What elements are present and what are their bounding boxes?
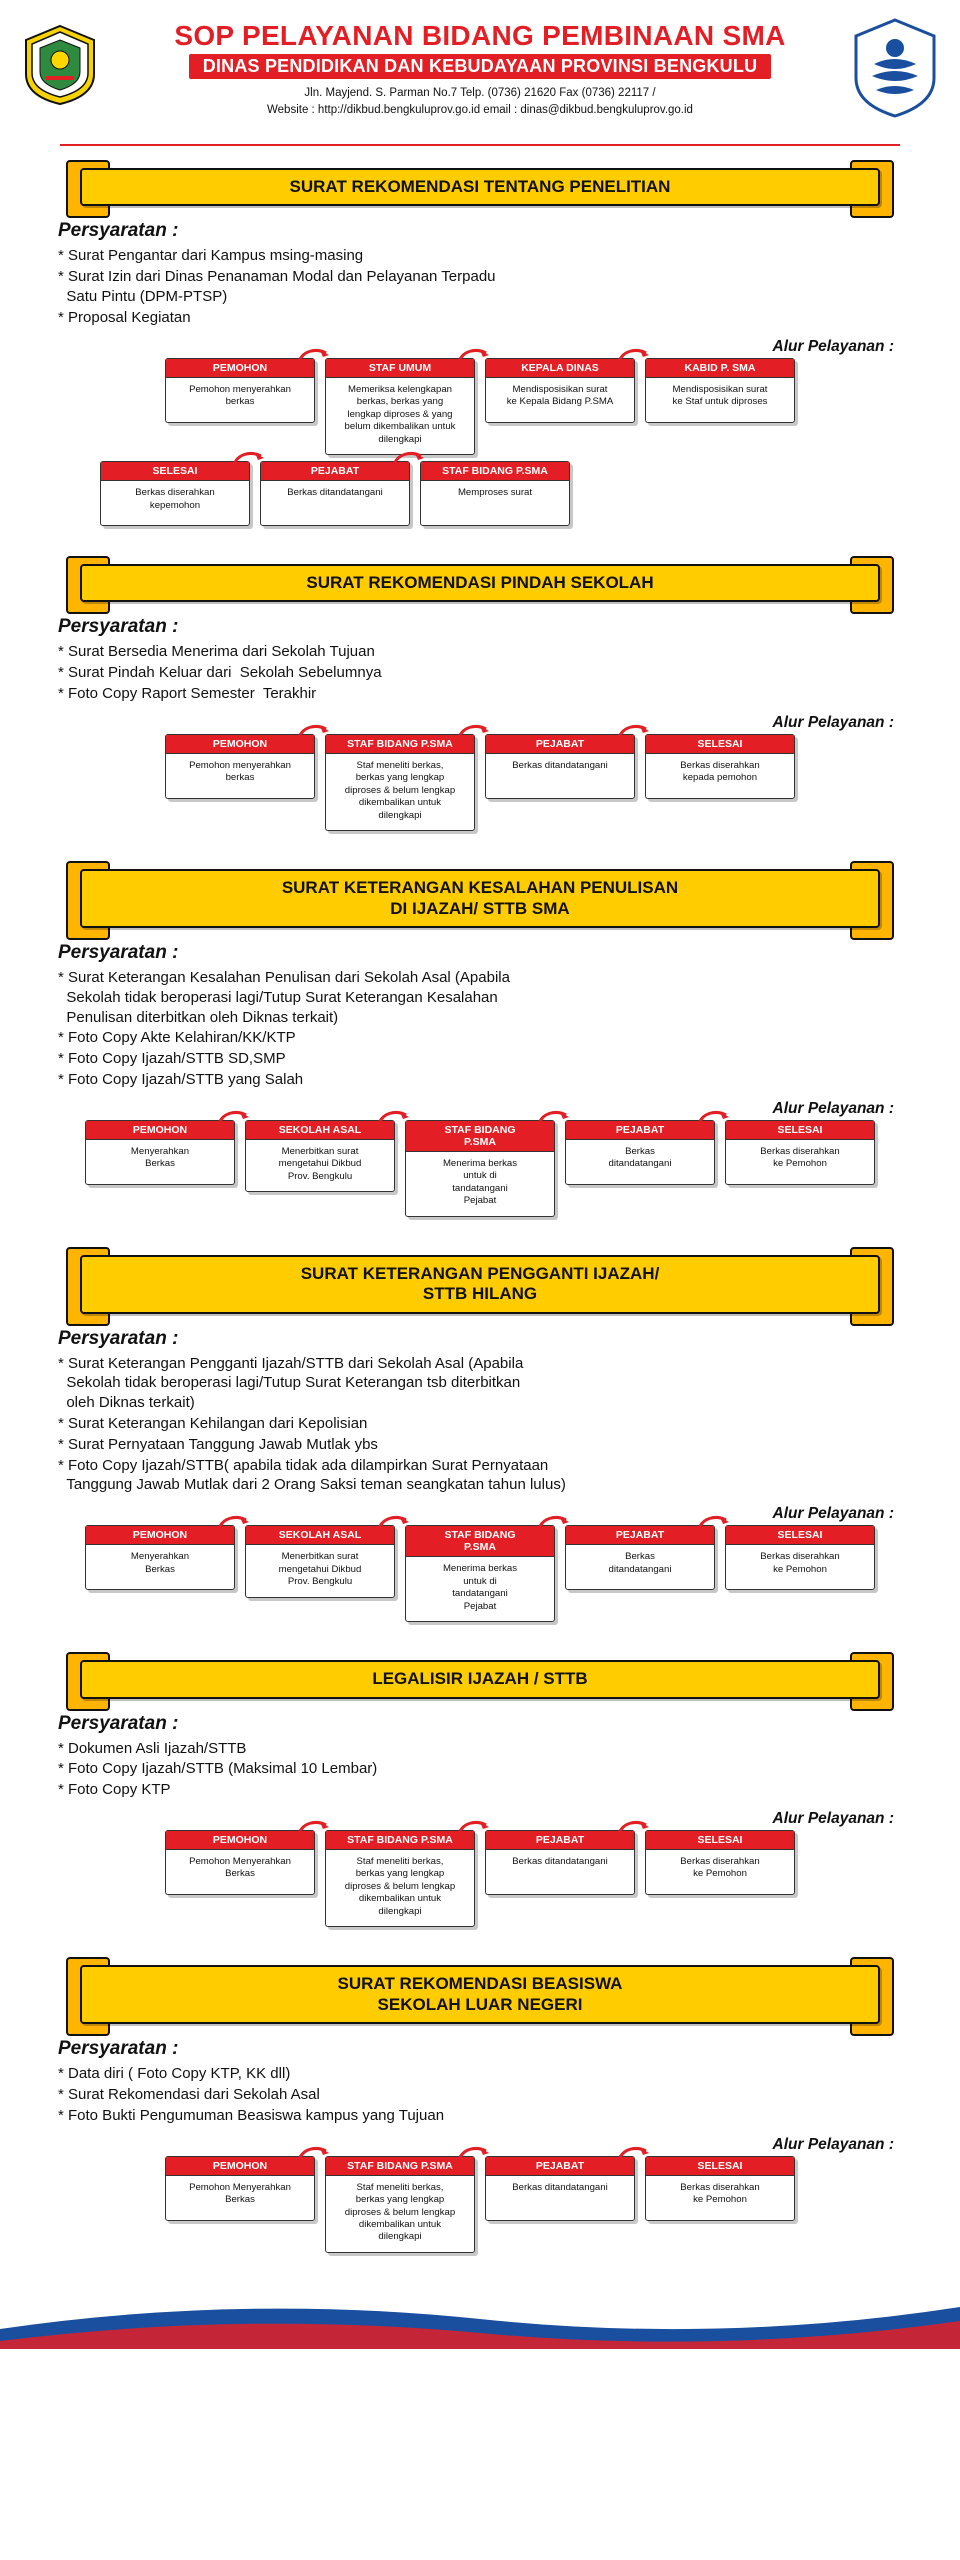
requirements-list bbox=[58, 642, 902, 703]
flow-node-title: STAF BIDANG P.SMA bbox=[326, 2157, 474, 2176]
flow-arrow-icon bbox=[616, 2144, 650, 2164]
section-pindah-sekolah bbox=[0, 564, 960, 853]
requirements-block bbox=[0, 1328, 960, 1496]
flow-node bbox=[85, 1120, 235, 1185]
flow-node-title: STAF BIDANG P.SMA bbox=[421, 462, 569, 481]
flow-arrow-icon bbox=[456, 1818, 490, 1838]
flow-node bbox=[645, 734, 795, 799]
flow-node bbox=[245, 1525, 395, 1597]
flow-arrow-icon bbox=[456, 722, 490, 742]
flow-heading: Alur Pelayanan : bbox=[772, 2135, 894, 2153]
flow-node-body: Staf meneliti berkas, berkas yang lengkap diproses & belum lengkap dikembalikan untuk dilengkapi bbox=[344, 2181, 456, 2243]
flow-arrow-icon bbox=[216, 1513, 250, 1533]
requirement-item: * Surat Bersedia Menerima dari Sekolah Tujuan bbox=[58, 643, 375, 661]
flow-node-title: PEMOHON bbox=[166, 2157, 314, 2176]
requirement-item: * Foto Copy Ijazah/STTB( apabila tidak ada dilampirkan Surat Pernyataan Tanggung Jawab Mutlak dari 2 Orang Saksi teman seangkatan tahun lulus) bbox=[58, 1456, 566, 1494]
flow-node-body: Berkas diserahkan kepada pemohon bbox=[680, 759, 760, 784]
flow-arrow-icon bbox=[391, 449, 425, 469]
requirement-item: * Surat Pernyataan Tanggung Jawab Mutlak ybs bbox=[58, 1435, 378, 1453]
requirement-item: * Surat Pindah Keluar dari Sekolah Sebelumnya bbox=[58, 664, 382, 682]
flow-node bbox=[725, 1525, 875, 1590]
requirements-list bbox=[58, 1739, 902, 1800]
flow-node bbox=[325, 734, 475, 831]
requirements-block bbox=[0, 2038, 960, 2125]
page-title: SOP PELAYANAN BIDANG PEMBINAAN SMA bbox=[174, 20, 786, 51]
flow-node-body: Staf meneliti berkas, berkas yang lengkap diproses & belum lengkap dikembalikan untuk dilengkapi bbox=[344, 759, 456, 821]
flow-node bbox=[405, 1525, 555, 1622]
requirements-list bbox=[58, 246, 902, 327]
flow-node-title: STAF BIDANG P.SMA bbox=[406, 1526, 554, 1557]
flow-node-title: STAF BIDANG P.SMA bbox=[326, 1831, 474, 1850]
flow-node-body: Berkas ditandatangani bbox=[512, 2181, 608, 2193]
flow-node bbox=[420, 461, 570, 526]
section-banner-label: SURAT REKOMENDASI TENTANG PENELITIAN bbox=[80, 168, 880, 206]
flow-node-body: Berkas diserahkan ke Pemohon bbox=[760, 1551, 840, 1575]
section-banner-label: SURAT KETERANGAN KESALAHAN PENULISAN DI IJAZAH/ STTB SMA bbox=[80, 869, 880, 928]
sections-container bbox=[0, 168, 960, 2275]
section-spacer bbox=[0, 837, 960, 853]
requirement-item: * Surat Keterangan Kesalahan Penulisan dari Sekolah Asal (Apabila Sekolah tidak beroperasi lagi/Tutup Surat Keterangan Kesalahan Penulisan diterbitkan oleh Diknas terkait) bbox=[58, 969, 510, 1026]
flow-node-title: PEMOHON bbox=[86, 1121, 234, 1140]
flow-node bbox=[725, 1120, 875, 1185]
flow-arrow-icon bbox=[456, 2144, 490, 2164]
header-address-line-2: Website : http://dikbud.bengkuluprov.go.id email : dinas@dikbud.bengkuluprov.go.id bbox=[267, 103, 693, 116]
section-beasiswa bbox=[0, 1965, 960, 2275]
flow-node-title: SELESAI bbox=[646, 1831, 794, 1850]
flow-node bbox=[260, 461, 410, 526]
flow-node-body: Mendisposisikan surat ke Kepala Bidang P.SMA bbox=[506, 383, 614, 408]
requirement-item: * Surat Keterangan Kehilangan dari Kepolisian bbox=[58, 1414, 368, 1432]
requirements-block bbox=[0, 220, 960, 327]
flow-arrow-icon bbox=[616, 346, 650, 366]
requirement-item: * Proposal Kegiatan bbox=[58, 308, 191, 326]
flow-row bbox=[0, 734, 960, 831]
flow-node-title: STAF BIDANG P.SMA bbox=[326, 735, 474, 754]
section-banner-label: SURAT REKOMENDASI PINDAH SEKOLAH bbox=[80, 564, 880, 602]
flow-node-body: Berkas diserahkan ke Pemohon bbox=[680, 2181, 760, 2206]
flow-node-title: SELESAI bbox=[646, 735, 794, 754]
flow-heading: Alur Pelayanan : bbox=[772, 337, 894, 355]
flow-node-title: PEJABAT bbox=[486, 735, 634, 754]
flow-node-body: Pemohon menyerahkan berkas bbox=[189, 383, 291, 408]
flow-node bbox=[405, 1120, 555, 1217]
flow-node-title: PEMOHON bbox=[166, 1831, 314, 1850]
flow-node bbox=[245, 1120, 395, 1192]
section-banner-label: SURAT REKOMENDASI BEASISWA SEKOLAH LUAR NEGERI bbox=[80, 1965, 880, 2024]
flow-node bbox=[645, 358, 795, 423]
flow-node-body: Pemohon menyerahkan berkas bbox=[189, 759, 291, 784]
page-subtitle: DINAS PENDIDIKAN DAN KEBUDAYAAN PROVINSI BENGKULU bbox=[189, 54, 772, 79]
flow-arrow-icon bbox=[696, 1108, 730, 1128]
requirements-block bbox=[0, 942, 960, 1090]
flow-arrow-icon bbox=[296, 1818, 330, 1838]
requirement-item: * Foto Copy KTP bbox=[58, 1781, 171, 1799]
section-penelitian bbox=[0, 168, 960, 548]
flow-node-title: PEJABAT bbox=[566, 1121, 714, 1140]
flow-node-title: PEJABAT bbox=[261, 462, 409, 481]
page-header bbox=[0, 0, 960, 152]
requirements-list bbox=[58, 1354, 902, 1496]
flow-node-body: Berkas diserahkan kepemohon bbox=[135, 487, 215, 511]
flow-node bbox=[565, 1120, 715, 1185]
flow-node-body: Menerima berkas untuk di tandatangani Pejabat bbox=[442, 1563, 518, 1612]
flow-node-body: Memproses surat bbox=[457, 487, 533, 499]
flow-arrow-icon bbox=[456, 346, 490, 366]
flow-node bbox=[165, 734, 315, 799]
flow-node-body: Berkas ditandatangani bbox=[512, 1856, 608, 1867]
flow-node-title: KEPALA DINAS bbox=[486, 359, 634, 378]
flow-node-title: STAF UMUM bbox=[326, 359, 474, 378]
requirement-item: * Foto Bukti Pengumuman Beasiswa kampus yang Tujuan bbox=[58, 2106, 445, 2124]
provincial-crest-logo bbox=[22, 24, 98, 106]
flow-node bbox=[165, 2156, 315, 2221]
flow-arrow-icon bbox=[376, 1108, 410, 1128]
flow-node-title: PEMOHON bbox=[86, 1526, 234, 1545]
flow-node-title: KABID P. SMA bbox=[646, 359, 794, 378]
flow-node bbox=[325, 358, 475, 455]
flow-node-body: Menyerahkan Berkas bbox=[130, 1551, 190, 1575]
flow-node bbox=[645, 2156, 795, 2221]
requirements-heading: Persyaratan : bbox=[58, 942, 179, 964]
footer-wave bbox=[0, 2289, 960, 2349]
flow-node bbox=[485, 2156, 635, 2221]
flow-heading: Alur Pelayanan : bbox=[772, 1505, 894, 1523]
flow-node bbox=[485, 1830, 635, 1895]
section-banner-pindah-sekolah bbox=[80, 564, 880, 602]
flow-arrow-icon bbox=[696, 1513, 730, 1533]
section-spacer bbox=[0, 532, 960, 548]
section-banner-label: LEGALISIR IJAZAH / STTB bbox=[80, 1660, 880, 1698]
requirement-item: * Dokumen Asli Ijazah/STTB bbox=[58, 1739, 247, 1757]
flow-node bbox=[645, 1830, 795, 1895]
flow-node-body: Memeriksa kelengkapan berkas, berkas yang lengkap diproses & yang belum dikembalikan untuk dilengkapi bbox=[344, 383, 456, 445]
section-banner-label: SURAT KETERANGAN PENGGANTI IJAZAH/ STTB HILANG bbox=[80, 1255, 880, 1314]
flow-arrow-icon bbox=[376, 1513, 410, 1533]
flow-row bbox=[0, 358, 960, 455]
flow-arrow-icon bbox=[296, 722, 330, 742]
flow-heading: Alur Pelayanan : bbox=[772, 1099, 894, 1117]
requirements-list bbox=[58, 2064, 902, 2125]
requirement-item: * Surat Keterangan Pengganti Ijazah/STTB dari Sekolah Asal (Apabila Sekolah tidak beroperasi lagi/Tutup Surat Keterangan tsb diterbitkan oleh Diknas terkait) bbox=[58, 1354, 524, 1412]
flow-arrow-icon bbox=[296, 346, 330, 366]
flow-node-title: SELESAI bbox=[646, 2157, 794, 2176]
header-divider bbox=[60, 144, 900, 146]
requirement-item: * Foto Copy Ijazah/STTB SD,SMP bbox=[58, 1050, 286, 1068]
requirement-item: * Foto Copy Raport Semester Terakhir bbox=[58, 685, 317, 703]
flow-node-title: SEKOLAH ASAL bbox=[246, 1121, 394, 1140]
flow-node-body: Berkas ditandatangani bbox=[608, 1145, 672, 1170]
requirements-heading: Persyaratan : bbox=[58, 220, 179, 242]
flow-node-body: Pemohon Menyerahkan Berkas bbox=[189, 2181, 291, 2206]
section-banner-penelitian bbox=[80, 168, 880, 206]
section-banner-kesalahan-penulisan bbox=[80, 869, 880, 928]
flow-node-title: STAF BIDANG P.SMA bbox=[406, 1121, 554, 1152]
flow-node-title: PEJABAT bbox=[486, 2157, 634, 2176]
requirements-heading: Persyaratan : bbox=[58, 616, 179, 638]
requirements-heading: Persyaratan : bbox=[58, 1712, 179, 1734]
flow-node bbox=[325, 1830, 475, 1927]
flow-node-title: PEJABAT bbox=[486, 1831, 634, 1850]
flow-node-body: Berkas ditandatangani bbox=[512, 759, 608, 771]
flow-node-body: Pemohon Menyerahkan Berkas bbox=[189, 1856, 291, 1880]
flow-heading: Alur Pelayanan : bbox=[772, 713, 894, 731]
requirement-item: * Data diri ( Foto Copy KTP, KK dll) bbox=[58, 2065, 291, 2083]
flow-row bbox=[0, 1525, 960, 1622]
flow-node bbox=[165, 1830, 315, 1895]
flow-node bbox=[100, 461, 250, 526]
flow-arrow-icon bbox=[296, 2144, 330, 2164]
flow-node bbox=[485, 734, 635, 799]
flow-arrow-icon bbox=[536, 1513, 570, 1533]
flow-row bbox=[0, 2156, 960, 2253]
flow-node bbox=[165, 358, 315, 423]
flow-node-body: Staf meneliti berkas, berkas yang lengkap diproses & belum lengkap dikembalikan untuk dilengkapi bbox=[344, 1856, 456, 1917]
flow-arrow-icon bbox=[536, 1108, 570, 1128]
flow-node bbox=[485, 358, 635, 423]
section-kesalahan-penulisan bbox=[0, 869, 960, 1239]
requirement-item: * Surat Pengantar dari Kampus msing-masing bbox=[58, 247, 364, 265]
flow-node-body: Mendisposisikan surat ke Staf untuk diproses bbox=[672, 383, 768, 408]
requirement-item: * Foto Copy Akte Kelahiran/KK/KTP bbox=[58, 1029, 296, 1047]
flow-node bbox=[565, 1525, 715, 1590]
flow-node-title: SELESAI bbox=[726, 1526, 874, 1545]
flow-node-body: Menerbitkan surat mengetahui Dikbud Prov. Bengkulu bbox=[278, 1145, 362, 1182]
flow-row bbox=[0, 1120, 960, 1217]
flow-arrow-icon bbox=[231, 449, 265, 469]
section-pengganti-ijazah bbox=[0, 1255, 960, 1644]
section-banner-beasiswa bbox=[80, 1965, 880, 2024]
flow-node-title: SELESAI bbox=[726, 1121, 874, 1140]
section-spacer bbox=[0, 1933, 960, 1949]
flow-heading: Alur Pelayanan : bbox=[772, 1809, 894, 1827]
flow-row bbox=[0, 1830, 960, 1927]
requirements-heading: Persyaratan : bbox=[58, 1327, 179, 1349]
section-legalisir bbox=[0, 1660, 960, 1949]
section-spacer bbox=[0, 2259, 960, 2275]
flow-node-body: Berkas diserahkan ke Pemohon bbox=[680, 1856, 760, 1880]
requirements-block bbox=[0, 616, 960, 703]
header-address-line-1: Jln. Mayjend. S. Parman No.7 Telp. (0736) 21620 Fax (0736) 22117 / bbox=[304, 87, 656, 99]
flow-node-body: Menyerahkan Berkas bbox=[130, 1145, 190, 1170]
section-spacer bbox=[0, 1223, 960, 1239]
tut-wuri-handayani-logo bbox=[852, 18, 938, 118]
requirements-block bbox=[0, 1713, 960, 1800]
flow-row bbox=[0, 461, 960, 526]
flow-arrow-icon bbox=[216, 1108, 250, 1128]
flow-node bbox=[325, 2156, 475, 2253]
flow-node-body: Berkas diserahkan ke Pemohon bbox=[760, 1145, 840, 1170]
section-banner-legalisir bbox=[80, 1660, 880, 1698]
section-spacer bbox=[0, 1628, 960, 1644]
requirements-heading: Persyaratan : bbox=[58, 2038, 179, 2060]
flow-node-title: SEKOLAH ASAL bbox=[246, 1526, 394, 1545]
flow-node bbox=[85, 1525, 235, 1590]
requirements-list bbox=[58, 968, 902, 1090]
flow-node-title: SELESAI bbox=[101, 462, 249, 481]
flow-node-title: PEJABAT bbox=[566, 1526, 714, 1545]
section-banner-pengganti-ijazah bbox=[80, 1255, 880, 1314]
flow-node-title: PEMOHON bbox=[166, 735, 314, 754]
flow-arrow-icon bbox=[616, 722, 650, 742]
flow-arrow-icon bbox=[616, 1818, 650, 1838]
flow-node-body: Menerima berkas untuk di tandatangani Pejabat bbox=[442, 1157, 518, 1207]
requirement-item: * Foto Copy Ijazah/STTB (Maksimal 10 Lembar) bbox=[58, 1760, 378, 1778]
requirement-item: * Foto Copy Ijazah/STTB yang Salah bbox=[58, 1071, 304, 1088]
requirement-item: * Surat Rekomendasi dari Sekolah Asal bbox=[58, 2085, 320, 2103]
flow-node-body: Menerbitkan surat mengetahui Dikbud Prov. Bengkulu bbox=[278, 1551, 362, 1588]
flow-node-body: Berkas ditandatangani bbox=[287, 487, 383, 499]
flow-node-title: PEMOHON bbox=[166, 359, 314, 378]
flow-node-body: Berkas ditandatangani bbox=[608, 1551, 672, 1575]
requirement-item: * Surat Izin dari Dinas Penanaman Modal dan Pelayanan Terpadu Satu Pintu (DPM-PTSP) bbox=[58, 268, 496, 305]
